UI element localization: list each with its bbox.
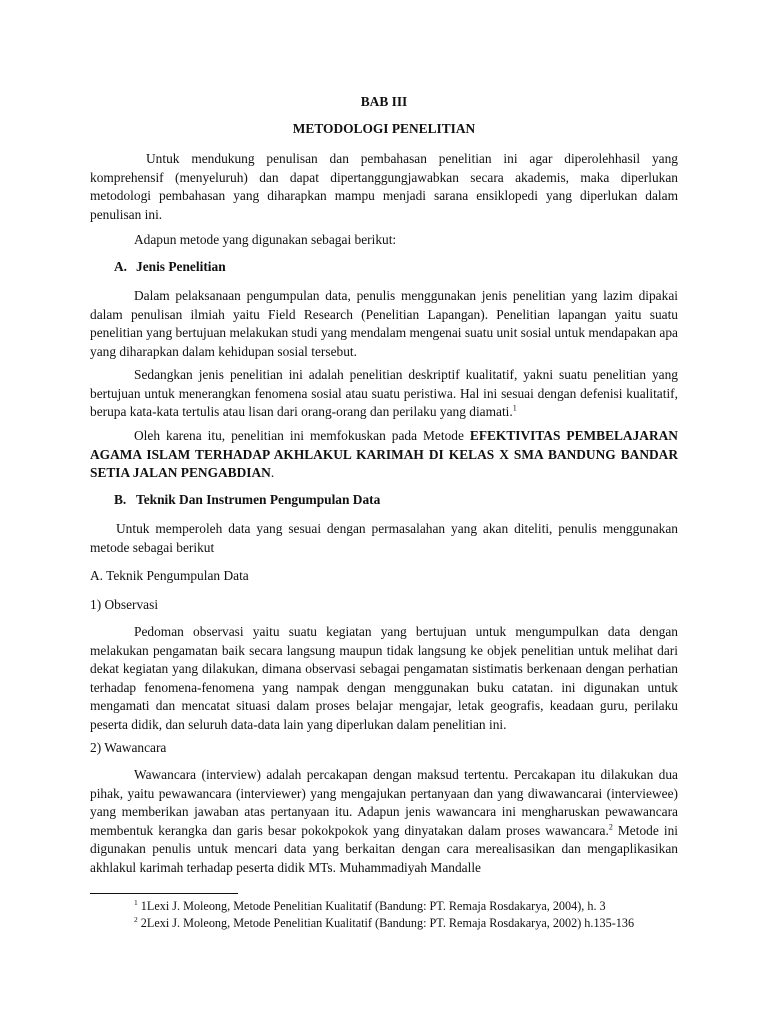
wawancara-paragraph-continued: Metode ini digunakan penulis untuk mencari data yang berkaitan dengan cara merealisasikan dan mengaplikasikan akhlakul karimah terhadap peserta didik MTs. Muhammadiyah Mandalle [90, 822, 678, 875]
observasi-paragraph: Pedoman observasi yaitu suatu kegiatan yang bertujuan untuk mengumpulkan data dengan melakukan pengamatan baik secara langsung maupun tidak langsung ke objek penelitian untuk melihat dari dekat kegiatan yang dilakukan, dimana observasi sebagai pengamatan sistimatis berkenaan dengan perhatian terhadap fenomena-fenomena yang nampak dengan menggunakan buku catatan. ini digunakan untuk mengamati dan mencatat situasi dalam proses belajar mengajar, letak geografis, keadaan guru, perilaku peserta didik, dan seluruh data-data lain yang diperlukan dalam penelitian ini. [90, 624, 678, 732]
section-a-paragraph-3-text: Oleh karena itu, penelitian ini memfokuskan pada Metode [134, 428, 470, 443]
intro-method-line: Adapun metode yang digunakan sebagai berikut: [134, 232, 397, 247]
footnote-2 [134, 915, 694, 931]
footnote-ref-2[interactable]: 2 [608, 822, 613, 832]
section-b-title: Teknik Dan Instrumen Pengumpulan Data [136, 492, 381, 507]
section-a-title: Jenis Penelitian [136, 259, 226, 274]
section-a-paragraph-3-end: . [270, 465, 275, 481]
footnote-1 [134, 898, 694, 914]
wawancara-paragraph-text: Wawancara (interview) adalah percakapan dengan maksud tertentu. Percakapan itu dilakukan dua pihak, yaitu pewawancara (interviewer) yang mengajukan pertanyaan dan yang diwawancarai (interviewee) yang memberikan jawaban atas pertanyaan itu. Adapun jenis wawancara ini mengharuskan pewawancara membentuk kerangka dan garis besar pokokpokok yang dinyatakan dalam proses wawancara. [90, 767, 678, 838]
wawancara-paragraph [90, 766, 678, 878]
section-b-heading [114, 491, 674, 510]
section-a-label: A. [114, 259, 128, 274]
section-b-label: B. [114, 492, 127, 507]
footnote-ref-1[interactable]: 1 [512, 403, 517, 413]
section-a-paragraph-3 [90, 427, 678, 483]
subheading-wawancara: 2) Wawancara [90, 740, 167, 755]
footnote-separator [90, 893, 238, 894]
footnote-1-mark: 1 [134, 897, 138, 907]
section-a-paragraph-1: Dalam pelaksanaan pengumpulan data, penulis menggunakan jenis penelitian yang lazim dipakai dalam penulisan ilmiah yaitu Field Research (Penelitian Lapangan). Penelitian lapangan yaitu suatu penelitian yang bertujuan melakukan studi yang mendalam mengenai suatu unit sosial untuk mendapakan apa yang diharapkan dalam kehidupan sosial tersebut. [90, 288, 678, 359]
subheading-observasi: 1) Observasi [90, 597, 159, 612]
subheading-teknik-pengumpulan: A. Teknik Pengumpulan Data [90, 568, 249, 583]
chapter-title: METODOLOGI PENELITIAN [292, 121, 476, 136]
footnote-2-mark: 2 [134, 914, 138, 924]
section-b-paragraph-1: Untuk memperoleh data yang sesuai dengan permasalahan yang akan diteliti, penulis menggunakan metode sebagai berikut [90, 521, 678, 555]
intro-paragraph: Untuk mendukung penulisan dan pembahasan penelitian ini agar diperolehhasil yang komprehensif (menyeluruh) dan dapat dipertanggungjawabkan secara akademis, maka diperlukan metodologi pembahasan yang diharapkan mampu menjadi sarana ensiklopedi yang diperlukan dalam penulisan ini. [90, 151, 678, 222]
section-a-paragraph-2 [90, 366, 678, 422]
section-a-paragraph-2-text: Sedangkan jenis penelitian ini adalah penelitian deskriptif kualitatif, yakni suatu penelitian yang bertujuan untuk menerangkan fenomena sosial atau suatu peristiwa. Hal ini sesuai dengan defenisi kualitatif, berupa kata-kata tertulis atau lisan dari orang-orang dan perilaku yang diamati. [90, 367, 678, 420]
footnote-2-text: 2Lexi J. Moleong, Metode Penelitian Kualitatif (Bandung: PT. Remaja Rosdakarya, 2002) h.135-136 [137, 916, 635, 930]
footnote-1-text: 1Lexi J. Moleong, Metode Penelitian Kualitatif (Bandung: PT. Remaja Rosdakarya, 2004), h. 3 [137, 899, 606, 913]
chapter-number: BAB III [360, 94, 408, 109]
section-a-heading [114, 258, 674, 277]
research-title-bold: EFEKTIVITAS PEMBELAJARAN AGAMA ISLAM TERHADAP AKHLAKUL KARIMAH DI KELAS X SMA BANDUNG BANDAR SETIA JALAN PENGABDIAN [90, 428, 678, 481]
